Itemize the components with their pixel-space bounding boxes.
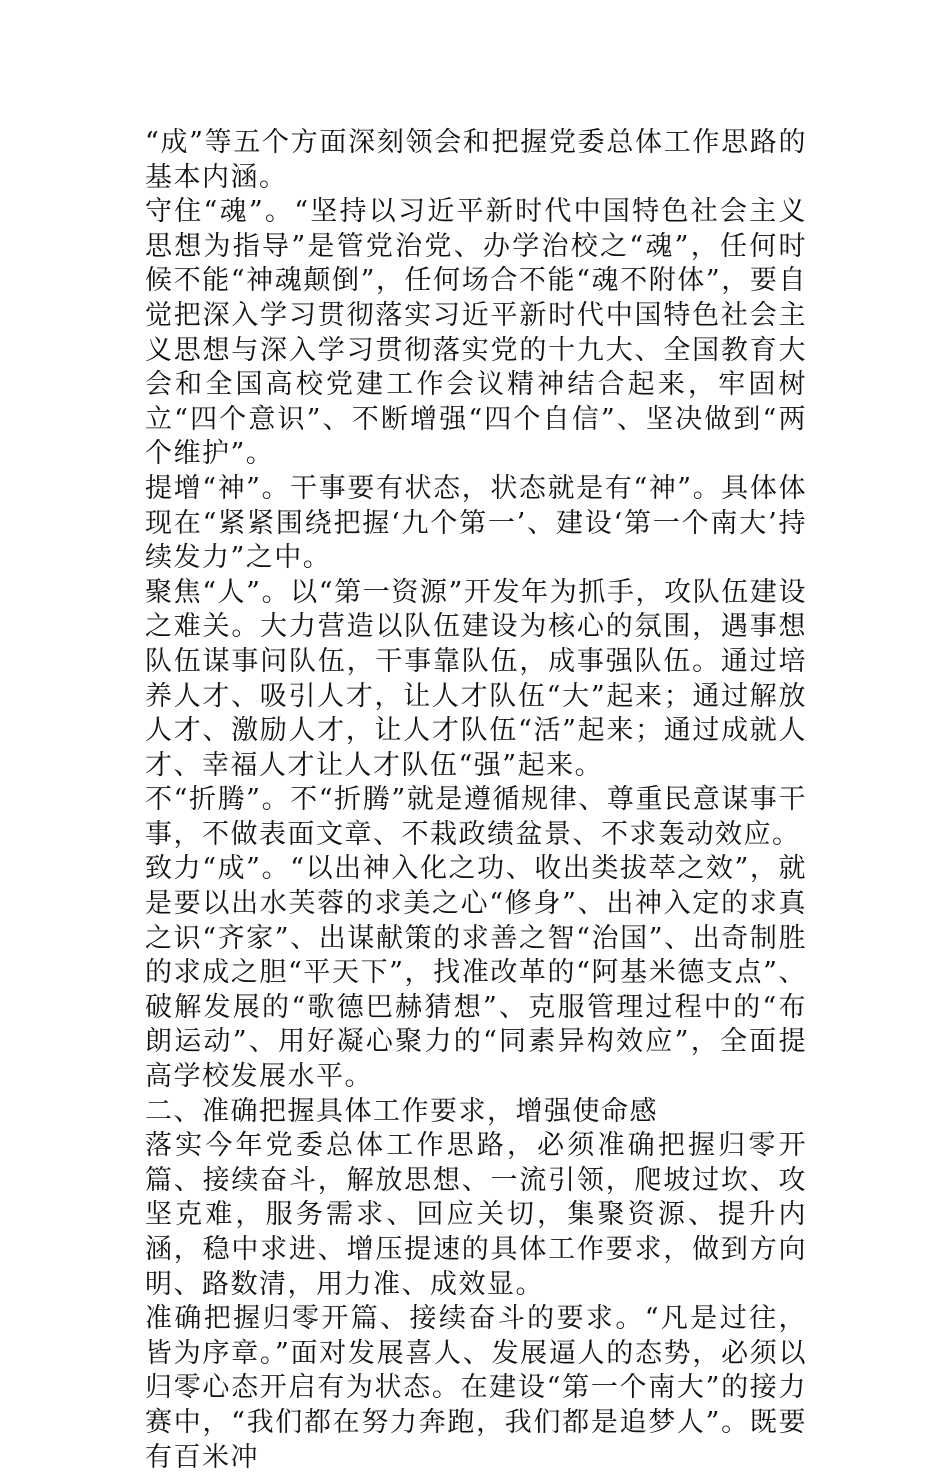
paragraph-reset-start: 准确把握归零开篇、接续奋斗的要求。“凡是过往，皆为序章。”面对发展喜人、发展逼人的态势，必须以归零心态开启有为状态。在建设“第一个南大”的接力赛中，“我们都在努力奔跑，我们都是追梦人”。既要有百米冲 bbox=[145, 1303, 807, 1473]
paragraph-intro-continued: “成”等五个方面深刻领会和把握党委总体工作思路的基本内涵。 bbox=[145, 127, 807, 193]
section-heading-2: 二、准确把握具体工作要求，增强使命感 bbox=[145, 1095, 658, 1127]
paragraph-soul: 守住“魂”。“坚持以习近平新时代中国特色社会主义思想为指导”是管党治党、办学治校之“魂”，任何时候不能“神魂颠倒”，任何场合不能“魂不附体”，要自觉把深入学习贯彻落实习近平新时代中国特色社会主义思想与深入学习贯彻落实党的十九大、全国教育大会和全国高校党建工作会议精神结合起来，牢固树立“四个意识”、不断增强“四个自信”、坚决做到“两个维护”。 bbox=[145, 196, 807, 470]
body-text bbox=[145, 126, 807, 1475]
paragraph-achieve: 致力“成”。“以出神入化之功、收出类拔萃之效”，就是要以出水芙蓉的求美之心“修身”、出神入定的求真之识“齐家”、出谋献策的求善之智“治国”、出奇制胜的求成之胆“平天下”，找准改革的“阿基米德支点”、破解发展的“歌德巴赫猜想”、克服管理过程中的“布朗运动”、用好凝心聚力的“同素异构效应”，全面提高学校发展水平。 bbox=[145, 853, 807, 1093]
paragraph-no-toss: 不“折腾”。不“折腾”就是遵循规律、尊重民意谋事干事，不做表面文章、不栽政绩盆景、不求轰动效应。 bbox=[145, 784, 807, 850]
paragraph-people: 聚焦“人”。以“第一资源”开发年为抓手，攻队伍建设之难关。大力营造以队伍建设为核心的氛围，遇事想队伍谋事问队伍，干事靠队伍，成事强队伍。通过培养人才、吸引人才，让人才队伍“大”起来；通过解放人才、激励人才，让人才队伍“活”起来；通过成就人才、幸福人才让人才队伍“强”起来。 bbox=[145, 576, 807, 781]
paragraph-requirements: 落实今年党委总体工作思路，必须准确把握归零开篇、接续奋斗，解放思想、一流引领，爬坡过坎、攻坚克难，服务需求、回应关切，集聚资源、提升内涵，稳中求进、增压提速的具体工作要求，做到方向明、路数清，用力准、成效显。 bbox=[145, 1130, 807, 1300]
paragraph-spirit: 提增“神”。干事要有状态，状态就是有“神”。具体体现在“紧紧围绕把握‘九个第一’、建设‘第一个南大’持续发力”之中。 bbox=[145, 472, 807, 574]
